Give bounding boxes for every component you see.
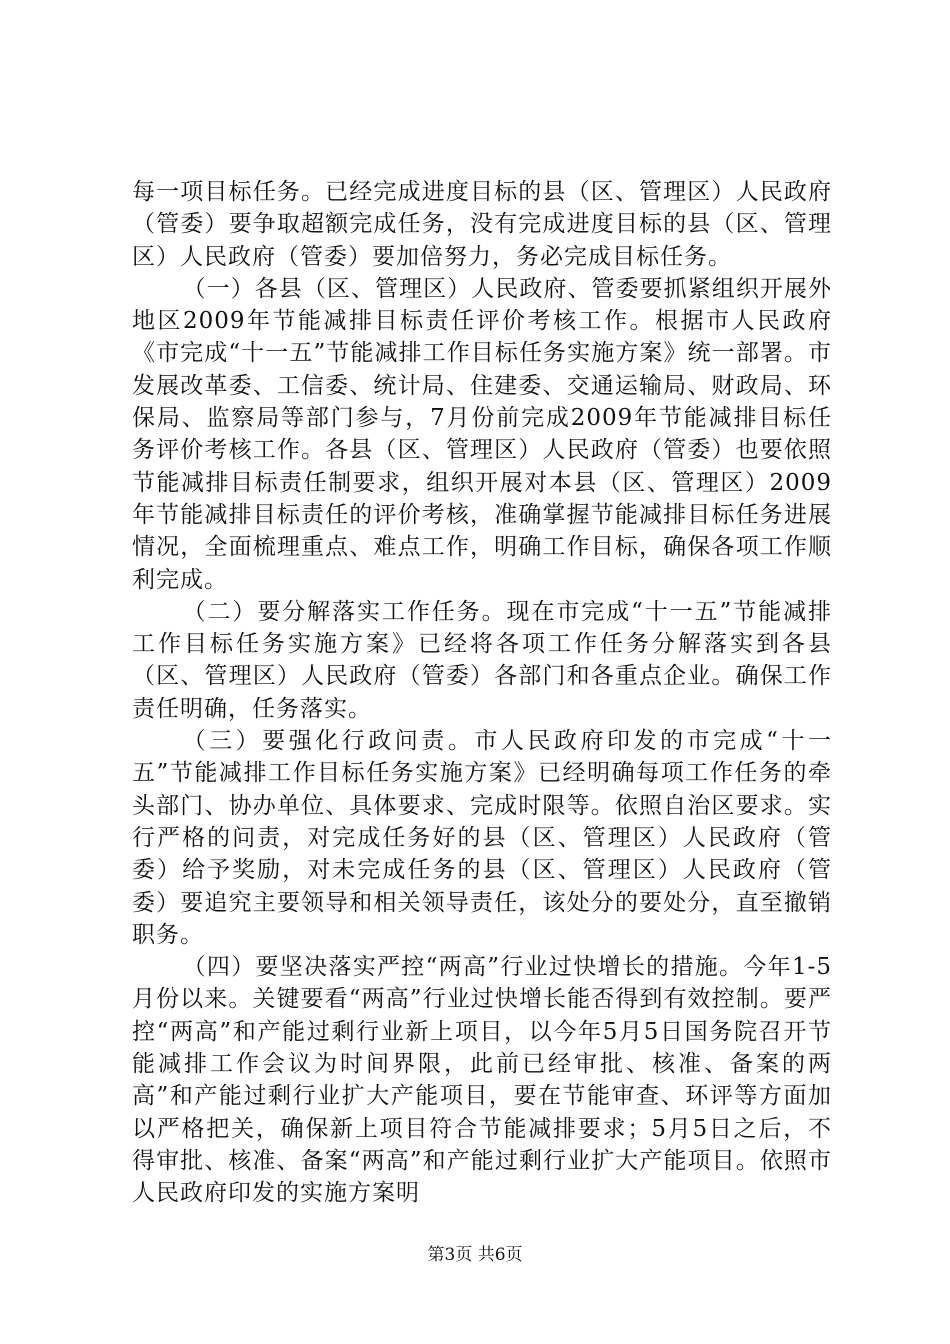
- paragraph-item-4: （四）要坚决落实严控“两高”行业过快增长的措施。今年1-5月份以来。关键要看“两高”行业过快增长能否得到有效控制。要严控“两高”和产能过剩行业新上项目，以今年5月5日国务院召开节能减排工作会议为时间界限，此前已经审批、核准、备案的两高”和产能过剩行业扩大产能项目，要在节能审查、环评等方面加以严格把关，确保新上项目符合节能减排要求；5月5日之后，不得审批、核准、备案“两高”和产能过剩行业扩大产能项目。依照市人民政府印发的实施方案明: [132, 954, 832, 1207]
- document-body: [132, 176, 832, 1210]
- paragraph-continuation: 每一项目标任务。已经完成进度目标的县（区、管理区）人民政府（管委）要争取超额完成任务，没有完成进度目标的县（区、管理区）人民政府（管委）要加倍努力，务必完成目标任务。: [132, 179, 832, 270]
- paragraph-item-3: （三）要强化行政问责。市人民政府印发的市完成“十一五”节能减排工作目标任务实施方案》已经明确每项工作任务的牵头部门、协办单位、具体要求、完成时限等。依照自治区要求。实行严格的问责，对完成任务好的县（区、管理区）人民政府（管委）给予奖励，对未完成任务的县（区、管理区）人民政府（管委）要追究主要领导和相关领导责任，该处分的要处分，直至撤销职务。: [132, 728, 832, 948]
- paragraph-item-2: （二）要分解落实工作任务。现在市完成“十一五”节能减排工作目标任务实施方案》已经将各项工作任务分解落实到各县（区、管理区）人民政府（管委）各部门和各重点企业。确保工作责任明确，任务落实。: [132, 598, 832, 722]
- page-number-footer: 第3页 共6页: [427, 1245, 523, 1265]
- paragraph-item-1: （一）各县（区、管理区）人民政府、管委要抓紧组织开展外地区2009年节能减排目标责任评价考核工作。根据市人民政府《市完成“十一五”节能减排工作目标任务实施方案》统一部署。市发展改革委、工信委、统计局、住建委、交通运输局、财政局、环保局、监察局等部门参与，7月份前完成2009年节能减排目标任务评价考核工作。各县（区、管理区）人民政府（管委）也要依照节能减排目标责任制要求，组织开展对本县（区、管理区）2009年节能减排目标责任的评价考核，准确掌握节能减排目标任务进展情况，全面梳理重点、难点工作，明确工作目标，确保各项工作顺利完成。: [132, 275, 832, 593]
